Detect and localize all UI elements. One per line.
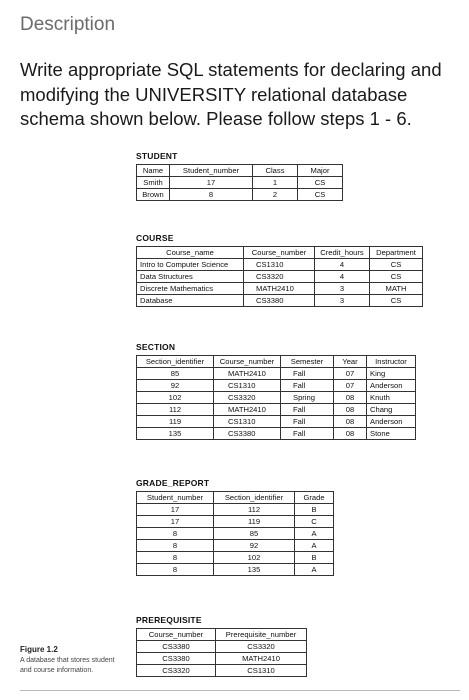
table-cell: CS bbox=[298, 189, 343, 201]
table-row bbox=[137, 516, 334, 528]
table-cell: King bbox=[367, 368, 416, 380]
table-cell: 07 bbox=[334, 380, 367, 392]
table-cell: 85 bbox=[137, 368, 214, 380]
table-cell: A bbox=[295, 528, 334, 540]
table-cell: 08 bbox=[334, 416, 367, 428]
table-cell: 8 bbox=[137, 564, 214, 576]
table-cell: 08 bbox=[334, 404, 367, 416]
table-cell: 112 bbox=[214, 504, 295, 516]
table-cell: Anderson bbox=[367, 380, 416, 392]
table-row bbox=[137, 564, 334, 576]
column-header: Class bbox=[253, 165, 298, 177]
table-cell: 135 bbox=[214, 564, 295, 576]
table-cell: Spring bbox=[281, 392, 334, 404]
column-header: Section_identifier bbox=[137, 356, 214, 368]
table-row bbox=[137, 540, 334, 552]
table-cell: 17 bbox=[170, 177, 253, 189]
table-cell: MATH2410 bbox=[216, 653, 307, 665]
table-cell: 112 bbox=[137, 404, 214, 416]
table-header-row bbox=[137, 356, 416, 368]
table-cell: 17 bbox=[137, 504, 214, 516]
table-cell: Stone bbox=[367, 428, 416, 440]
table-cell: 119 bbox=[137, 416, 214, 428]
table-cell: CS3320 bbox=[214, 392, 281, 404]
column-header: Semester bbox=[281, 356, 334, 368]
column-header: Student_number bbox=[137, 492, 214, 504]
table-cell: CS3320 bbox=[216, 641, 307, 653]
table-row bbox=[137, 504, 334, 516]
table-cell: CS3320 bbox=[244, 271, 315, 283]
prerequisite-table bbox=[136, 628, 307, 677]
table-row bbox=[137, 653, 307, 665]
table-cell: CS3320 bbox=[137, 665, 216, 677]
table-cell: MATH bbox=[370, 283, 423, 295]
section-table-title: SECTION bbox=[136, 342, 176, 352]
table-cell: 8 bbox=[137, 528, 214, 540]
table-cell: 1 bbox=[253, 177, 298, 189]
column-header: Course_number bbox=[244, 247, 315, 259]
table-cell: CS3380 bbox=[244, 295, 315, 307]
grade-report-table bbox=[136, 491, 334, 576]
table-cell: CS bbox=[370, 271, 423, 283]
table-cell: B bbox=[295, 552, 334, 564]
table-row bbox=[137, 641, 307, 653]
table-cell: Smith bbox=[137, 177, 170, 189]
table-cell: C bbox=[295, 516, 334, 528]
table-cell: CS1310 bbox=[214, 416, 281, 428]
table-row bbox=[137, 404, 416, 416]
figure-title: Figure 1.2 bbox=[20, 645, 58, 654]
table-cell: CS1310 bbox=[214, 380, 281, 392]
column-header: Section_identifier bbox=[214, 492, 295, 504]
table-cell: Brown bbox=[137, 189, 170, 201]
table-cell: 119 bbox=[214, 516, 295, 528]
table-cell: CS bbox=[298, 177, 343, 189]
table-row bbox=[137, 665, 307, 677]
table-cell: B bbox=[295, 504, 334, 516]
table-cell: Fall bbox=[281, 428, 334, 440]
table-row bbox=[137, 428, 416, 440]
table-cell: Intro to Computer Science bbox=[137, 259, 244, 271]
section-table bbox=[136, 355, 416, 440]
figure-caption: A database that stores student and course information. bbox=[20, 657, 115, 674]
table-cell: 8 bbox=[137, 540, 214, 552]
table-header-row bbox=[137, 165, 343, 177]
table-header-row bbox=[137, 629, 307, 641]
table-cell: Fall bbox=[281, 416, 334, 428]
table-cell: 8 bbox=[170, 189, 253, 201]
divider bbox=[20, 690, 460, 691]
column-header: Grade bbox=[295, 492, 334, 504]
table-row bbox=[137, 189, 343, 201]
table-cell: Anderson bbox=[367, 416, 416, 428]
table-cell: 4 bbox=[315, 259, 370, 271]
table-row bbox=[137, 295, 423, 307]
table-cell: Fall bbox=[281, 404, 334, 416]
table-row bbox=[137, 271, 423, 283]
column-header: Year bbox=[334, 356, 367, 368]
table-cell: Data Structures bbox=[137, 271, 244, 283]
table-cell: 102 bbox=[137, 392, 214, 404]
column-header: Course_number bbox=[137, 629, 216, 641]
table-cell: 3 bbox=[315, 283, 370, 295]
table-cell: 8 bbox=[137, 552, 214, 564]
table-cell: 17 bbox=[137, 516, 214, 528]
table-row bbox=[137, 259, 423, 271]
table-row bbox=[137, 368, 416, 380]
table-cell: 4 bbox=[315, 271, 370, 283]
column-header: Name bbox=[137, 165, 170, 177]
table-cell: 92 bbox=[137, 380, 214, 392]
table-cell: A bbox=[295, 540, 334, 552]
table-cell: CS bbox=[370, 259, 423, 271]
description-heading: Description bbox=[20, 14, 116, 35]
table-row bbox=[137, 552, 334, 564]
assignment-instructions: Write appropriate SQL statements for declaring and modifying the UNIVERSITY relational database schema shown below. Please follow steps 1 - 6. bbox=[20, 59, 442, 129]
table-cell: CS bbox=[370, 295, 423, 307]
student-table-title: STUDENT bbox=[136, 151, 178, 161]
prerequisite-table-title: PREREQUISITE bbox=[136, 615, 202, 625]
table-cell: 92 bbox=[214, 540, 295, 552]
table-cell: MATH2410 bbox=[214, 368, 281, 380]
table-cell: 3 bbox=[315, 295, 370, 307]
table-cell: Chang bbox=[367, 404, 416, 416]
column-header: Department bbox=[370, 247, 423, 259]
column-header: Major bbox=[298, 165, 343, 177]
table-row bbox=[137, 177, 343, 189]
table-cell: Fall bbox=[281, 380, 334, 392]
course-table-title: COURSE bbox=[136, 233, 174, 243]
table-header-row bbox=[137, 247, 423, 259]
table-row bbox=[137, 416, 416, 428]
column-header: Course_name bbox=[137, 247, 244, 259]
table-cell: CS1310 bbox=[216, 665, 307, 677]
column-header: Prerequisite_number bbox=[216, 629, 307, 641]
table-cell: 08 bbox=[334, 428, 367, 440]
column-header: Course_number bbox=[214, 356, 281, 368]
table-cell: MATH2410 bbox=[244, 283, 315, 295]
table-cell: CS1310 bbox=[244, 259, 315, 271]
table-row bbox=[137, 392, 416, 404]
table-cell: 08 bbox=[334, 392, 367, 404]
table-row bbox=[137, 380, 416, 392]
table-row bbox=[137, 528, 334, 540]
table-cell: 135 bbox=[137, 428, 214, 440]
table-cell: Knuth bbox=[367, 392, 416, 404]
table-cell: 2 bbox=[253, 189, 298, 201]
table-row bbox=[137, 283, 423, 295]
table-cell: 07 bbox=[334, 368, 367, 380]
student-table bbox=[136, 164, 343, 201]
table-cell: 85 bbox=[214, 528, 295, 540]
table-cell: CS3380 bbox=[137, 641, 216, 653]
table-cell: CS3380 bbox=[214, 428, 281, 440]
table-header-row bbox=[137, 492, 334, 504]
table-cell: Fall bbox=[281, 368, 334, 380]
table-cell: Discrete Mathematics bbox=[137, 283, 244, 295]
table-cell: MATH2410 bbox=[214, 404, 281, 416]
course-table bbox=[136, 246, 423, 307]
table-cell: A bbox=[295, 564, 334, 576]
column-header: Student_number bbox=[170, 165, 253, 177]
table-cell: Database bbox=[137, 295, 244, 307]
grade-report-table-title: GRADE_REPORT bbox=[136, 478, 210, 488]
column-header: Instructor bbox=[367, 356, 416, 368]
table-cell: CS3380 bbox=[137, 653, 216, 665]
column-header: Credit_hours bbox=[315, 247, 370, 259]
table-cell: 102 bbox=[214, 552, 295, 564]
